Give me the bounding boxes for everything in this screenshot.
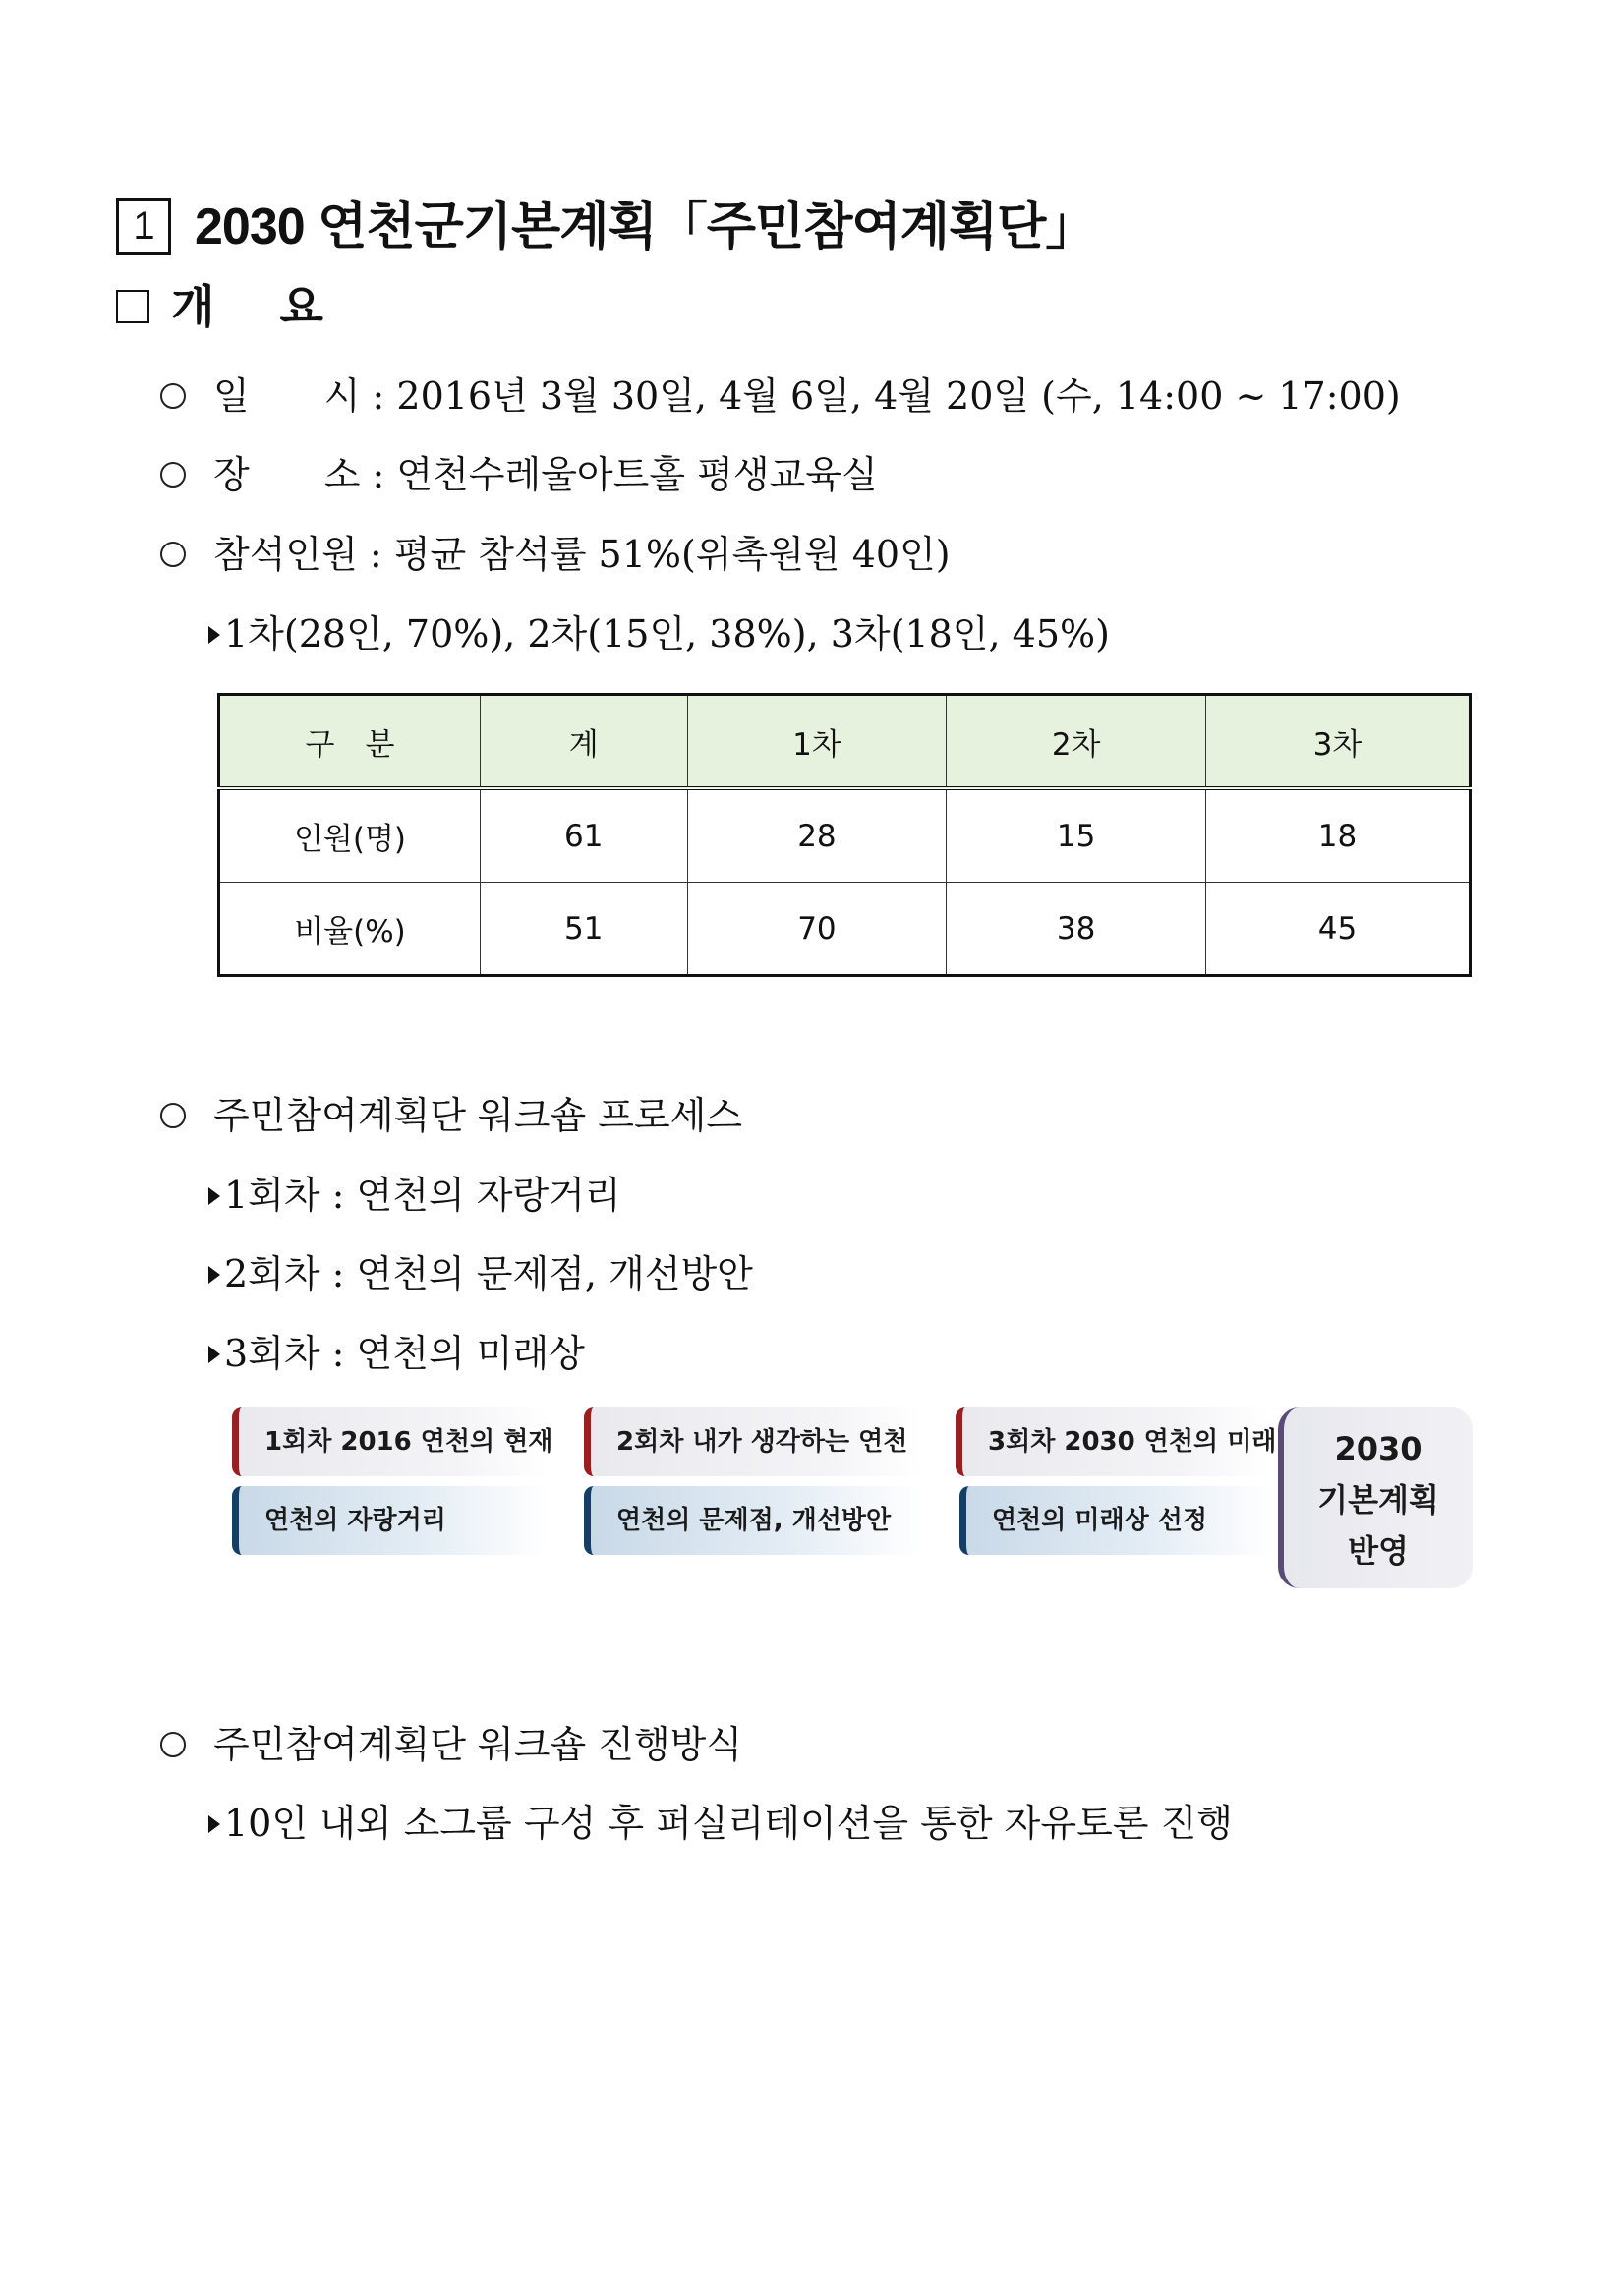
process-heading [160, 1085, 742, 1139]
triangle-bullet-icon [208, 1187, 220, 1205]
table-cell: 38 [947, 883, 1206, 976]
table-cell: 15 [947, 788, 1206, 883]
table-header-row [219, 695, 1471, 789]
triangle-bullet-icon [208, 1815, 220, 1833]
table-header-cell: 구 분 [219, 695, 481, 789]
section-char-1: 개 [171, 280, 215, 333]
step-1-title-box: 1회차 2016 연천의 현재 [232, 1407, 549, 1476]
attendance-detail [208, 603, 1110, 658]
circle-bullet-icon [160, 542, 186, 567]
square-bullet-icon [116, 290, 149, 323]
circle-bullet-icon [160, 462, 186, 488]
table-cell: 28 [687, 788, 947, 883]
table-header-cell: 1차 [687, 695, 947, 789]
attendance-table [217, 693, 1472, 977]
final-line: 기본계획 [1317, 1481, 1439, 1519]
table-row [219, 883, 1471, 976]
overview-sep: : [360, 453, 397, 496]
table-header-cell: 2차 [947, 695, 1206, 789]
process-item-text: 1회차 : 연천의 자랑거리 [224, 1174, 621, 1217]
final-line: 2030 [1334, 1430, 1422, 1467]
triangle-bullet-icon [208, 1346, 220, 1363]
step-3-title-box: 3회차 2030 연천의 미래 [956, 1407, 1270, 1476]
overview-sep: : [357, 533, 394, 576]
table-cell: 비율(%) [219, 883, 481, 976]
table-row [219, 788, 1471, 883]
table-cell: 18 [1206, 788, 1471, 883]
overview-label: 참석인원 [213, 533, 358, 576]
circle-bullet-icon [160, 1103, 186, 1128]
triangle-bullet-icon [208, 626, 220, 644]
overview-label: 장 소 [213, 453, 361, 496]
circle-bullet-icon [160, 383, 186, 409]
process-item-text: 3회차 : 연천의 미래상 [224, 1332, 585, 1375]
section-heading [116, 271, 323, 336]
table-cell: 61 [481, 788, 688, 883]
step-1-detail-box: 연천의 자랑거리 [232, 1486, 549, 1555]
overview-place [160, 444, 878, 498]
method-heading [160, 1714, 742, 1768]
table-cell: 인원(명) [219, 788, 481, 883]
page-title [116, 185, 1095, 258]
process-item [208, 1243, 753, 1297]
overview-attendance [160, 524, 951, 578]
section-char-2: 요 [279, 280, 323, 333]
overview-value: 평균 참석률 51%(위촉원원 40인) [393, 533, 951, 576]
overview-date [160, 366, 1401, 420]
step-2-title-box: 2회차 내가 생각하는 연천 [584, 1407, 922, 1476]
title-number-box: 1 [116, 198, 171, 255]
table-header-cell: 3차 [1206, 695, 1471, 789]
method-item [208, 1793, 1233, 1847]
overview-label: 일 시 [213, 374, 361, 418]
final-result-box [1278, 1407, 1473, 1588]
overview-sep: : [360, 374, 397, 418]
process-item [208, 1165, 621, 1219]
step-3-detail-box: 연천의 미래상 선정 [959, 1486, 1274, 1555]
workshop-process-diagram [232, 1407, 1473, 1594]
process-heading-text: 주민참여계획단 워크숍 프로세스 [213, 1094, 743, 1137]
attendance-detail-text: 1차(28인, 70%), 2차(15인, 38%), 3차(18인, 45%) [224, 612, 1110, 656]
table-cell: 51 [481, 883, 688, 976]
method-item-text: 10인 내외 소그룹 구성 후 퍼실리테이션을 통한 자유토론 진행 [224, 1802, 1233, 1845]
process-item [208, 1323, 585, 1377]
overview-value: 연천수레울아트홀 평생교육실 [396, 453, 878, 496]
title-text: 2030 연천군기본계획「주민참여계획단」 [195, 199, 1096, 256]
circle-bullet-icon [160, 1732, 186, 1757]
method-heading-text: 주민참여계획단 워크숍 진행방식 [213, 1723, 743, 1766]
process-item-text: 2회차 : 연천의 문제점, 개선방안 [224, 1252, 753, 1295]
step-2-detail-box: 연천의 문제점, 개선방안 [584, 1486, 922, 1555]
table-header-cell: 계 [481, 695, 688, 789]
table-cell: 45 [1206, 883, 1471, 976]
triangle-bullet-icon [208, 1266, 220, 1284]
final-line: 반영 [1348, 1532, 1409, 1570]
table-cell: 70 [687, 883, 947, 976]
overview-value: 2016년 3월 30일, 4월 6일, 4월 20일 (수, 14:00 ~ 17:00) [396, 374, 1401, 418]
